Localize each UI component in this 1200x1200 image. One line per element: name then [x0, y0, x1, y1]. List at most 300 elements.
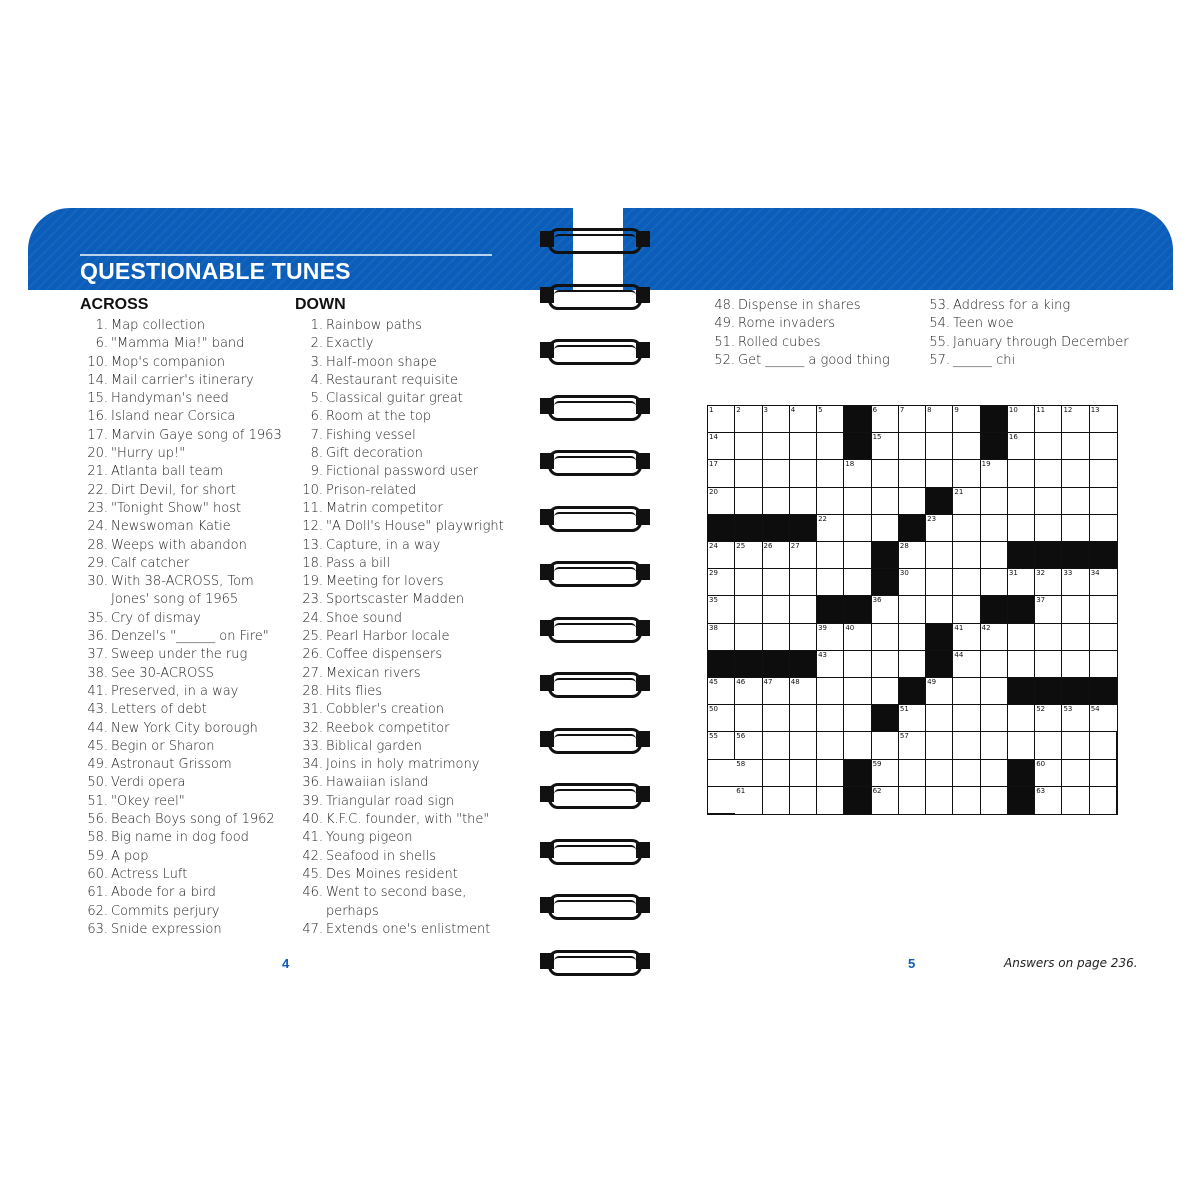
spiral-coil — [540, 672, 650, 694]
clue-text: Seafood in shells — [326, 848, 437, 864]
cell-number: 63 — [1036, 786, 1046, 795]
grid-cell — [735, 787, 762, 814]
cell-number: 28 — [899, 542, 909, 550]
clue-text: Triangular road sign — [326, 793, 455, 809]
clue-text: Fishing vessel — [326, 427, 416, 443]
clue-number: 27. — [302, 665, 323, 681]
clue-number: 23. — [302, 592, 323, 608]
grid-cell — [1062, 433, 1089, 460]
clue-text: Mail carrier's itinerary — [111, 372, 254, 388]
grid-block — [790, 515, 817, 542]
cell-number: 21 — [954, 487, 964, 496]
spiral-coil — [540, 783, 650, 805]
clue-text: Pass a bill — [326, 555, 391, 571]
clue-number: 16. — [87, 409, 108, 425]
grid-cell — [926, 460, 953, 487]
grid-block — [872, 569, 899, 596]
cell-number: 29 — [709, 569, 718, 578]
grid-cell — [899, 460, 926, 487]
spiral-coil — [540, 450, 650, 472]
cell-number: 36 — [872, 596, 882, 605]
clue-number: 58. — [87, 830, 108, 846]
spiral-coil — [540, 839, 650, 861]
grid-cell — [1035, 787, 1062, 814]
cell-number: 26 — [763, 542, 773, 550]
grid-cell — [872, 787, 899, 814]
grid-block — [926, 624, 953, 651]
clue-number: 47. — [302, 921, 323, 937]
grid-cell — [790, 488, 817, 515]
grid-cell — [899, 624, 926, 651]
cell-number: 41 — [954, 623, 964, 632]
cell-number: 11 — [1036, 406, 1046, 414]
grid-cell — [708, 760, 735, 787]
grid-block — [1035, 542, 1062, 569]
clue-text: Cry of dismay — [111, 610, 201, 626]
grid-cell — [953, 787, 980, 814]
clue-number: 13. — [302, 537, 323, 553]
cell-number: 1 — [709, 406, 714, 414]
clue-number: 57. — [929, 352, 950, 368]
clue-text: Room at the top — [326, 409, 432, 425]
grid-cell — [899, 732, 926, 759]
clue-text: With 38-ACROSS, Tom — [111, 574, 254, 590]
clue-number: 10. — [87, 354, 108, 370]
cell-number: 17 — [709, 460, 718, 469]
grid-block — [708, 515, 735, 542]
clue-number: 7. — [310, 427, 323, 443]
grid-cell — [899, 596, 926, 623]
grid-cell — [953, 705, 980, 732]
grid-cell — [735, 406, 762, 433]
cell-number: 33 — [1063, 569, 1073, 578]
grid-cell — [763, 569, 790, 596]
grid-cell — [708, 433, 735, 460]
right-page-header-banner — [623, 208, 1173, 290]
grid-cell — [790, 732, 817, 759]
clue-text: Mop's companion — [111, 354, 225, 370]
grid-cell — [872, 596, 899, 623]
grid-cell — [790, 460, 817, 487]
grid-cell — [1062, 569, 1089, 596]
across-heading: ACROSS — [80, 296, 149, 313]
grid-cell — [1035, 760, 1062, 787]
cell-number: 60 — [1036, 759, 1046, 768]
clue-number: 41. — [87, 683, 108, 699]
clue-number: 59. — [87, 848, 108, 864]
grid-cell — [953, 433, 980, 460]
grid-block — [844, 596, 871, 623]
grid-cell — [708, 624, 735, 651]
clue-text: Map collection — [111, 318, 205, 333]
grid-cell — [899, 760, 926, 787]
clue-text: Rolled cubes — [738, 334, 821, 350]
grid-cell — [763, 406, 790, 433]
grid-cell — [926, 433, 953, 460]
grid-cell — [1035, 624, 1062, 651]
clue-text: Weeps with abandon — [111, 537, 247, 553]
grid-block — [1090, 678, 1117, 705]
clue-text: Matrin competitor — [326, 500, 443, 516]
clue-number: 40. — [302, 812, 323, 828]
grid-cell — [735, 460, 762, 487]
clue-number: 32. — [302, 720, 323, 736]
grid-cell — [763, 542, 790, 569]
clue-text: A pop — [111, 848, 149, 864]
clue-text: Address for a king — [953, 298, 1071, 313]
clue-text: Cobbler's creation — [326, 702, 445, 718]
grid-cell — [708, 596, 735, 623]
spiral-binding — [540, 220, 652, 980]
grid-block — [817, 596, 844, 623]
clue-text: Dispense in shares — [738, 298, 861, 313]
clue-number: 46. — [302, 885, 323, 901]
grid-cell — [872, 515, 899, 542]
grid-cell — [899, 433, 926, 460]
grid-cell — [1008, 569, 1035, 596]
grid-cell — [844, 515, 871, 542]
grid-cell — [763, 760, 790, 787]
cell-number: 54 — [1090, 705, 1100, 714]
grid-cell — [1008, 515, 1035, 542]
grid-cell — [1090, 515, 1117, 542]
clue-number: 56. — [87, 812, 108, 828]
clue-text: Verdi opera — [111, 775, 186, 791]
grid-cell — [953, 542, 980, 569]
clue-number: 3. — [310, 354, 323, 370]
clue-text: Begin or Sharon — [111, 738, 215, 754]
clue-number: 49. — [87, 757, 108, 773]
grid-cell — [981, 651, 1008, 678]
grid-block — [1062, 542, 1089, 569]
cell-number: 46 — [736, 678, 746, 686]
grid-block — [790, 651, 817, 678]
cell-number: 8 — [927, 406, 932, 414]
clue-number: 35. — [87, 610, 108, 626]
grid-cell — [926, 406, 953, 433]
title-rule — [80, 254, 492, 256]
clue-text: Handyman's need — [111, 391, 229, 407]
cell-number: 25 — [736, 542, 746, 550]
grid-cell — [1035, 732, 1062, 759]
grid-cell — [899, 705, 926, 732]
grid-cell — [735, 542, 762, 569]
clue-number: 15. — [87, 391, 108, 407]
spiral-coil — [540, 395, 650, 417]
cell-number: 61 — [736, 786, 746, 795]
grid-cell — [844, 542, 871, 569]
grid-cell — [790, 705, 817, 732]
clue-number: 6. — [95, 336, 108, 352]
grid-cell — [708, 732, 735, 759]
grid-cell — [981, 624, 1008, 651]
clue-number: 50. — [87, 775, 108, 791]
grid-cell — [899, 651, 926, 678]
grid-cell — [1008, 406, 1035, 433]
grid-cell — [872, 732, 899, 759]
grid-cell — [953, 515, 980, 542]
grid-cell — [708, 787, 735, 814]
grid-cell — [953, 569, 980, 596]
grid-cell — [1090, 732, 1117, 759]
clue-number: 6. — [310, 409, 323, 425]
clue-text: Denzel's "______ on Fire" — [111, 629, 269, 645]
grid-cell — [735, 624, 762, 651]
grid-block — [899, 678, 926, 705]
grid-block — [735, 515, 762, 542]
clue-number: 5. — [310, 391, 323, 407]
cell-number: 6 — [872, 406, 878, 414]
grid-cell — [790, 406, 817, 433]
grid-cell — [817, 488, 844, 515]
clue-text: Capture, in a way — [326, 537, 441, 553]
grid-cell — [1090, 406, 1117, 433]
grid-cell — [735, 760, 762, 787]
clue-number: 26. — [302, 647, 323, 663]
clue-number: 51. — [87, 793, 108, 809]
puzzle-title: QUESTIONABLE TUNES — [80, 258, 351, 284]
clue-text: Prison-related — [326, 482, 417, 498]
cell-number: 22 — [818, 514, 827, 523]
grid-cell — [926, 787, 953, 814]
grid-cell — [926, 542, 953, 569]
clue-number: 19. — [302, 574, 323, 590]
page-number-right: 5 — [908, 956, 916, 971]
cell-number: 37 — [1036, 596, 1046, 605]
grid-block — [763, 651, 790, 678]
grid-cell — [953, 460, 980, 487]
grid-block — [1008, 760, 1035, 787]
spiral-coil — [540, 561, 650, 583]
clue-text: Teen woe — [953, 316, 1014, 332]
clue-text: Commits perjury — [111, 903, 220, 919]
cell-number: 62 — [872, 786, 882, 795]
grid-cell — [790, 542, 817, 569]
grid-cell — [899, 542, 926, 569]
grid-cell — [953, 732, 980, 759]
grid-cell — [735, 433, 762, 460]
clue-text: "Okey reel" — [111, 793, 185, 809]
grid-cell — [953, 406, 980, 433]
cell-number: 45 — [709, 678, 718, 686]
clue-text: Extends one's enlistment — [326, 921, 491, 937]
grid-cell — [708, 460, 735, 487]
clue-number: 37. — [87, 647, 108, 663]
grid-cell — [981, 488, 1008, 515]
grid-cell — [817, 406, 844, 433]
grid-cell — [817, 624, 844, 651]
clue-number: 44. — [87, 720, 108, 736]
grid-cell — [763, 433, 790, 460]
grid-cell — [790, 569, 817, 596]
grid-cell — [790, 760, 817, 787]
grid-cell — [1090, 488, 1117, 515]
clue-number: 45. — [302, 866, 323, 882]
grid-cell — [953, 651, 980, 678]
clue-text: Big name in dog food — [111, 830, 249, 846]
grid-block — [844, 406, 871, 433]
grid-cell — [872, 760, 899, 787]
grid-block — [735, 651, 762, 678]
clue-text: Snide expression — [111, 921, 222, 937]
cell-number: 15 — [872, 433, 882, 442]
cell-number: 23 — [927, 514, 937, 523]
grid-cell — [953, 488, 980, 515]
cell-number: 59 — [872, 759, 882, 768]
clue-number: 29. — [87, 555, 108, 571]
grid-cell — [1008, 705, 1035, 732]
clue-text: Calf catcher — [111, 555, 190, 571]
grid-block — [844, 433, 871, 460]
grid-cell — [953, 596, 980, 623]
grid-cell — [1062, 760, 1089, 787]
cell-number: 2 — [736, 406, 741, 414]
clue-text: Rainbow paths — [326, 318, 422, 333]
cell-number: 7 — [899, 406, 905, 414]
spiral-coil — [540, 506, 650, 528]
grid-cell — [763, 596, 790, 623]
grid-cell — [1035, 705, 1062, 732]
clue-text: "Tonight Show" host — [111, 500, 242, 516]
clue-number: 28. — [87, 537, 108, 553]
cell-number: 52 — [1036, 705, 1046, 714]
grid-cell — [981, 787, 1008, 814]
clue-number: 1. — [310, 318, 323, 333]
cell-number: 53 — [1063, 705, 1073, 714]
clue-text: Atlanta ball team — [111, 464, 224, 480]
grid-cell — [872, 651, 899, 678]
spiral-coil — [540, 728, 650, 750]
cell-number: 50 — [709, 705, 718, 714]
grid-cell — [735, 732, 762, 759]
grid-cell — [926, 705, 953, 732]
grid-block — [899, 515, 926, 542]
cell-number: 18 — [845, 460, 855, 469]
cell-number: 48 — [790, 678, 800, 686]
clue-text: Meeting for lovers — [326, 574, 444, 590]
clue-number: 14. — [87, 372, 108, 388]
grid-cell — [817, 732, 844, 759]
clue-number: 53. — [929, 298, 950, 313]
clue-text: K.F.C. founder, with "the" — [326, 812, 490, 828]
clue-text: Mexican rivers — [326, 665, 421, 681]
grid-cell — [1035, 460, 1062, 487]
page-number-left: 4 — [282, 956, 290, 971]
clue-text: Jones' song of 1965 — [111, 592, 239, 608]
cell-number: 24 — [709, 542, 718, 550]
clue-text: Astronaut Grissom — [111, 757, 232, 773]
grid-cell — [790, 787, 817, 814]
grid-cell — [872, 460, 899, 487]
clue-text: Actress Luft — [111, 866, 188, 882]
grid-cell — [981, 515, 1008, 542]
grid-cell — [790, 433, 817, 460]
cell-number: 43 — [818, 650, 827, 659]
clue-text: Went to second base, — [326, 885, 467, 901]
grid-cell — [844, 624, 871, 651]
clue-number: 62. — [87, 903, 108, 919]
grid-cell — [1062, 624, 1089, 651]
spiral-coil — [540, 228, 650, 250]
grid-cell — [1035, 433, 1062, 460]
grid-cell — [872, 433, 899, 460]
cell-number: 47 — [763, 678, 773, 686]
grid-cell — [1062, 596, 1089, 623]
clue-text: January through December — [953, 334, 1129, 350]
grid-cell — [981, 678, 1008, 705]
cell-number: 5 — [818, 406, 823, 414]
grid-cell — [763, 678, 790, 705]
clue-number: 55. — [929, 334, 950, 350]
clue-text: Abode for a bird — [111, 885, 216, 901]
cell-number: 57 — [899, 732, 909, 741]
cell-number: 27 — [790, 542, 800, 550]
clue-text: "Hurry up!" — [111, 446, 186, 462]
clue-text: Young pigeon — [326, 830, 413, 846]
grid-cell — [735, 705, 762, 732]
grid-cell — [790, 596, 817, 623]
cell-number: 58 — [736, 759, 746, 768]
cell-number: 44 — [954, 650, 964, 659]
clue-text: Half-moon shape — [326, 354, 437, 370]
grid-cell — [1090, 569, 1117, 596]
clue-number: 21. — [87, 464, 108, 480]
grid-cell — [844, 651, 871, 678]
grid-cell — [981, 760, 1008, 787]
clue-number: 1. — [95, 318, 108, 333]
clue-number: 8. — [310, 446, 323, 462]
clue-number: 41. — [302, 830, 323, 846]
clue-number: 52. — [714, 352, 735, 368]
clue-text: Island near Corsica — [111, 409, 236, 425]
grid-cell — [817, 705, 844, 732]
grid-cell — [763, 787, 790, 814]
grid-cell — [926, 596, 953, 623]
cell-number: 39 — [818, 623, 827, 632]
clue-number: 9. — [310, 464, 323, 480]
clue-number: 22. — [87, 482, 108, 498]
cell-number: 4 — [790, 406, 796, 414]
grid-block — [1008, 542, 1035, 569]
clue-text: Preserved, in a way — [111, 683, 239, 699]
cell-number: 31 — [1008, 569, 1018, 578]
grid-cell — [763, 460, 790, 487]
grid-cell — [872, 406, 899, 433]
grid-cell — [844, 460, 871, 487]
clue-number: 63. — [87, 921, 108, 937]
grid-block — [981, 596, 1008, 623]
clue-text: Reebok competitor — [326, 720, 450, 736]
grid-cell — [953, 624, 980, 651]
cell-number: 30 — [899, 569, 909, 578]
grid-cell — [844, 732, 871, 759]
cell-number: 10 — [1008, 406, 1018, 414]
grid-cell — [1062, 705, 1089, 732]
clue-text: Letters of debt — [111, 702, 207, 718]
clue-number: 12. — [302, 519, 323, 535]
grid-cell — [981, 542, 1008, 569]
grid-cell — [817, 569, 844, 596]
clue-number: 45. — [87, 738, 108, 754]
clue-number: 38. — [87, 665, 108, 681]
clue-number: 24. — [302, 610, 323, 626]
grid-cell — [763, 624, 790, 651]
clue-number: 54. — [929, 316, 950, 332]
grid-cell — [735, 596, 762, 623]
clue-text: Exactly — [326, 336, 374, 352]
cell-number: 34 — [1090, 569, 1100, 578]
clue-number: 30. — [87, 574, 108, 590]
